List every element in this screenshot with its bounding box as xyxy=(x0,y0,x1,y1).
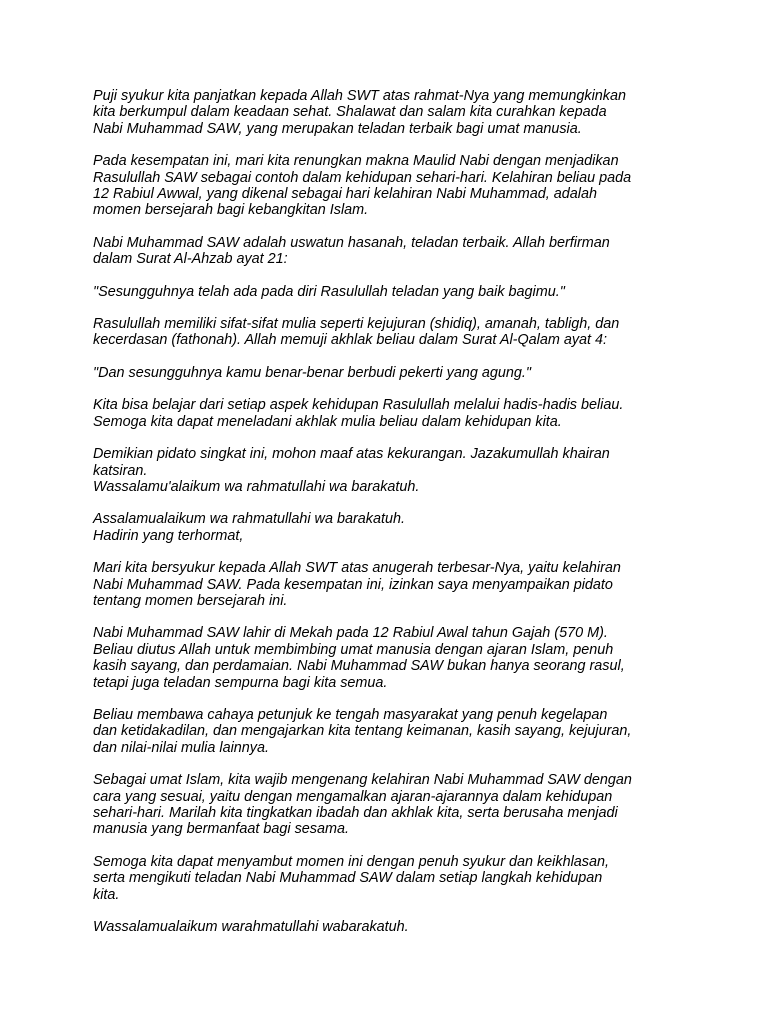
paragraph xyxy=(93,625,683,691)
text-line: Semoga kita dapat menyambut momen ini dengan penuh syukur dan keikhlasan, xyxy=(93,853,609,870)
text-line: Demikian pidato singkat ini, mohon maaf atas kekurangan. Jazakumullah khairan xyxy=(93,446,610,463)
text-line: Nabi Muhammad SAW. Pada kesempatan ini, izinkan saya menyampaikan pidato xyxy=(93,576,613,593)
text-line: Kita bisa belajar dari setiap aspek kehidupan Rasulullah melalui hadis-hadis beliau. xyxy=(93,397,624,414)
text-line: Nabi Muhammad SAW, yang merupakan teladan terbaik bagi umat manusia. xyxy=(93,120,582,137)
paragraph xyxy=(93,316,683,349)
text-line: kecerdasan (fathonah). Allah memuji akhlak beliau dalam Surat Al-Qalam ayat 4: xyxy=(93,332,608,349)
text-line: sehari-hari. Marilah kita tingkatkan ibadah dan akhlak kita, serta berusaha menjadi xyxy=(93,805,618,821)
text-line: kita berkumpul dalam keadaan sehat. Shalawat dan salam kita curahkan kepada xyxy=(93,104,607,121)
text-line: manusia yang bermanfaat bagi sesama. xyxy=(93,821,349,838)
text-line: 12 Rabiul Awwal, yang dikenal sebagai hari kelahiran Nabi Muhammad, adalah xyxy=(93,186,597,203)
text-line: Sebagai umat Islam, kita wajib mengenang kelahiran Nabi Muhammad SAW dengan xyxy=(93,772,632,789)
text-line: Beliau membawa cahaya petunjuk ke tengah masyarakat yang penuh kegelapan xyxy=(93,706,608,723)
text-line: dan ketidakadilan, dan mengajarkan kita tentang keimanan, kasih sayang, kejujuran, xyxy=(93,723,632,740)
paragraph xyxy=(93,235,683,268)
text-line: kasih sayang, dan perdamaian. Nabi Muhammad SAW bukan hanya seorang rasul, xyxy=(93,658,625,675)
text-line: "Sesungguhnya telah ada pada diri Rasulullah teladan yang baik bagimu." xyxy=(93,283,565,300)
paragraph xyxy=(93,511,683,544)
paragraph xyxy=(93,397,683,430)
text-line: Rasulullah SAW sebagai contoh dalam kehidupan sehari-hari. Kelahiran beliau pada xyxy=(93,169,632,186)
text-line: momen bersejarah bagi kebangkitan Islam. xyxy=(93,202,369,219)
text-line: Semoga kita dapat meneladani akhlak mulia beliau dalam kehidupan kita. xyxy=(93,413,562,430)
text-line: kita. xyxy=(93,886,120,903)
paragraph xyxy=(93,854,683,903)
text-line: Rasulullah memiliki sifat-sifat mulia seperti kejujuran (shidiq), amanah, tabligh, dan xyxy=(93,316,620,333)
document-body xyxy=(93,88,683,951)
text-line: dan nilai-nilai mulia lainnya. xyxy=(93,739,269,756)
text-line: tentang momen bersejarah ini. xyxy=(93,592,288,609)
text-line: Hadirin yang terhormat, xyxy=(93,527,244,544)
text-line: Nabi Muhammad SAW adalah uswatun hasanah, teladan terbaik. Allah berfirman xyxy=(93,234,610,251)
paragraph xyxy=(93,153,683,219)
paragraph xyxy=(93,446,683,495)
paragraph xyxy=(93,284,683,300)
text-line: cara yang sesuai, yaitu dengan mengamalkan ajaran-ajarannya dalam kehidupan xyxy=(93,788,613,805)
text-line: dalam Surat Al-Ahzab ayat 21: xyxy=(93,251,288,268)
text-line: Pada kesempatan ini, mari kita renungkan makna Maulid Nabi dengan menjadikan xyxy=(93,153,619,170)
text-line: katsiran. xyxy=(93,462,148,479)
paragraph xyxy=(93,365,683,381)
text-line: "Dan sesungguhnya kamu benar-benar berbudi pekerti yang agung." xyxy=(93,364,531,381)
text-line: Beliau diutus Allah untuk membimbing umat manusia dengan ajaran Islam, penuh xyxy=(93,641,614,658)
paragraph xyxy=(93,772,683,838)
text-line: Puji syukur kita panjatkan kepada Allah SWT atas rahmat-Nya yang memungkinkan xyxy=(93,88,626,104)
paragraph xyxy=(93,707,683,756)
text-line: Wassalamu'alaikum wa rahmatullahi wa barakatuh. xyxy=(93,478,420,495)
text-line: serta mengikuti teladan Nabi Muhammad SAW dalam setiap langkah kehidupan xyxy=(93,870,603,887)
text-line: Mari kita bersyukur kepada Allah SWT atas anugerah terbesar-Nya, yaitu kelahiran xyxy=(93,560,621,577)
text-line: Wassalamualaikum warahmatullahi wabarakatuh. xyxy=(93,919,409,936)
paragraph xyxy=(93,560,683,609)
paragraph xyxy=(93,919,683,935)
paragraph xyxy=(93,88,683,137)
text-line: tetapi juga teladan sempurna bagi kita semua. xyxy=(93,674,388,691)
text-line: Assalamualaikum wa rahmatullahi wa barakatuh. xyxy=(93,511,405,528)
text-line: Nabi Muhammad SAW lahir di Mekah pada 12 Rabiul Awal tahun Gajah (570 M). xyxy=(93,625,608,642)
